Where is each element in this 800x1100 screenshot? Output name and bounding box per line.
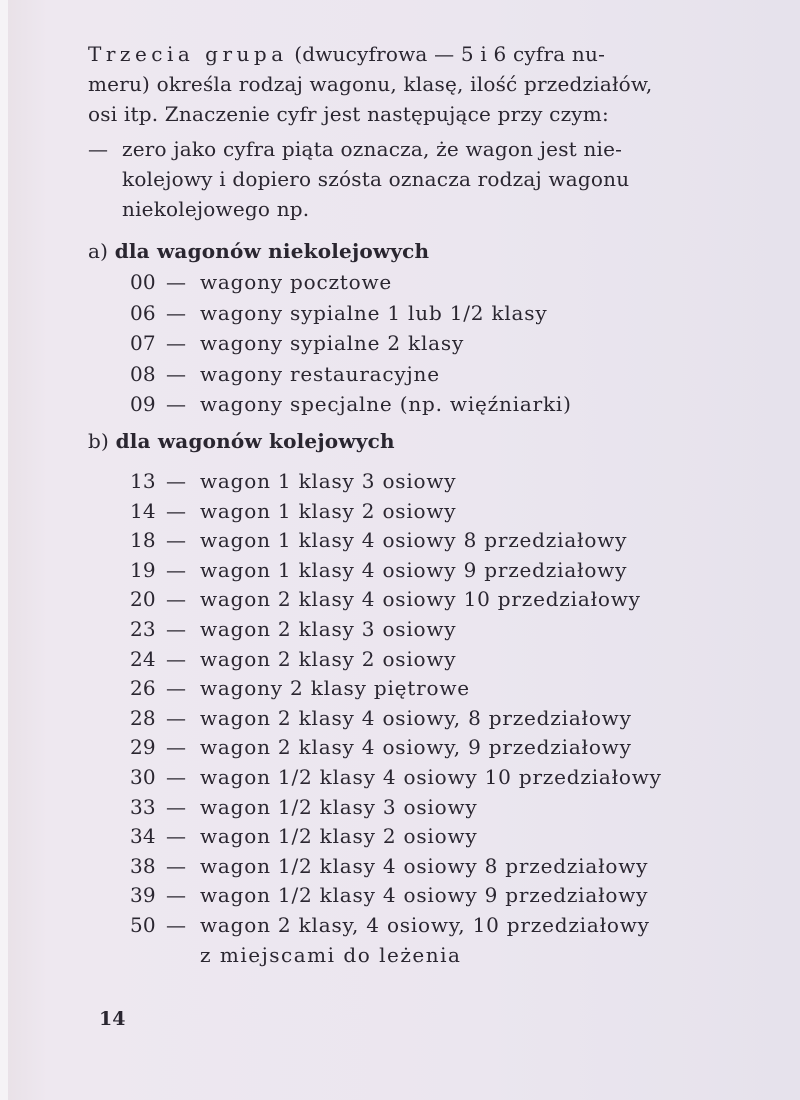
item-dash: — — [166, 883, 187, 908]
item-description: wagon 2 klasy 2 osiowy — [200, 646, 457, 671]
item-dash: — — [166, 528, 187, 553]
item-code: 13 — [130, 469, 156, 493]
item-dash: — — [166, 270, 187, 294]
page-number: 14 — [99, 1008, 126, 1030]
section-b-marker: b) — [88, 429, 110, 453]
item-code: 28 — [130, 705, 156, 730]
list-item — [130, 525, 627, 555]
section-a-heading — [88, 236, 429, 266]
section-a-marker: a) — [88, 239, 109, 263]
item-dash: — — [166, 765, 187, 789]
item-dash: — — [166, 469, 187, 493]
bullet-line-2: kolejowy i dopiero szósta oznacza rodzaj wagonu — [122, 167, 630, 191]
list-item — [130, 496, 456, 526]
item-code: 24 — [130, 646, 156, 671]
item-dash: — — [166, 498, 187, 523]
item-dash: — — [166, 300, 187, 325]
item-dash: — — [166, 557, 187, 582]
item-description: wagon 1/2 klasy 2 osiowy — [200, 824, 478, 849]
item-dash: — — [166, 676, 187, 701]
item-description: wagon 2 klasy 4 osiowy, 9 przedziałowy — [200, 735, 632, 760]
item-code: 07 — [130, 331, 156, 355]
item-description: wagony 2 klasy piętrowe — [200, 676, 470, 701]
item-description: wagony specjalne (np. więźniarki) — [200, 392, 572, 416]
item-code: 26 — [130, 676, 156, 701]
item-code: 23 — [130, 617, 156, 641]
item-description: wagony sypialne 1 lub 1/2 klasy — [200, 300, 548, 325]
item-description: wagon 2 klasy 3 osiowy — [200, 617, 457, 641]
item-description: wagon 1 klasy 2 osiowy — [200, 498, 457, 523]
item-code: 50 — [130, 913, 156, 937]
item-description: wagony sypialne 2 klasy — [200, 331, 465, 355]
item-code: 30 — [130, 765, 156, 789]
item-description: wagony pocztowe — [200, 270, 393, 294]
item-description: wagon 1 klasy 4 osiowy 8 przedziałowy — [200, 528, 628, 553]
item-code: 08 — [130, 361, 156, 386]
item-code: 29 — [130, 735, 156, 760]
item-code: 14 — [130, 498, 156, 523]
item-dash: — — [166, 587, 187, 612]
item-dash: — — [166, 824, 187, 849]
item-description: wagon 1 klasy 3 osiowy — [200, 469, 457, 493]
bullet-line-1: zero jako cyfra piąta oznacza, że wagon jest nie- — [122, 137, 623, 161]
item-code: 19 — [130, 557, 156, 582]
section-b-title: dla wagonów kolejowych — [115, 429, 395, 453]
item-code: 09 — [130, 392, 156, 416]
list-item — [130, 644, 456, 674]
list-item — [130, 673, 470, 703]
list-item — [130, 614, 456, 644]
list-item — [130, 555, 627, 585]
list-item — [130, 762, 662, 792]
item-dash: — — [166, 331, 187, 355]
item-dash: — — [166, 913, 187, 937]
list-item — [130, 821, 477, 851]
list-item — [130, 267, 392, 297]
item-dash: — — [166, 646, 187, 671]
intro-line-2: meru) określa rodzaj wagonu, klasę, ilość przedziałów, — [88, 72, 653, 96]
item-description: wagon 1 klasy 4 osiowy 9 przedziałowy — [200, 557, 628, 582]
section-b-continuation: z miejscami do leżenia — [200, 943, 462, 967]
list-item — [130, 298, 547, 328]
item-description: wagon 1/2 klasy 4 osiowy 10 przedziałowy — [200, 765, 662, 789]
item-code: 20 — [130, 587, 156, 612]
item-code: 18 — [130, 528, 156, 553]
bullet-dash: — — [88, 137, 109, 161]
list-item — [130, 910, 650, 940]
intro-lead: Trzecia grupa — [88, 42, 288, 66]
item-code: 39 — [130, 883, 156, 908]
item-dash: — — [166, 735, 187, 760]
list-item — [130, 584, 641, 614]
intro-line-3: osi itp. Znaczenie cyfr jest następujące przy czym: — [88, 102, 609, 126]
item-dash: — — [166, 617, 187, 641]
list-item — [130, 732, 632, 762]
item-code: 00 — [130, 270, 156, 294]
item-dash: — — [166, 794, 187, 819]
item-description: wagon 2 klasy 4 osiowy 10 przedziałowy — [200, 587, 641, 612]
list-item — [130, 703, 632, 733]
item-dash: — — [166, 392, 187, 416]
list-item — [130, 328, 464, 358]
list-item — [130, 851, 648, 881]
item-code: 38 — [130, 853, 156, 878]
item-description: wagony restauracyjne — [200, 361, 440, 386]
section-a-title: dla wagonów niekolejowych — [114, 239, 430, 263]
intro-line-1 — [88, 39, 605, 69]
item-dash: — — [166, 361, 187, 386]
section-b-heading — [88, 426, 395, 456]
item-code: 34 — [130, 824, 156, 849]
list-item — [130, 359, 440, 389]
page-edge — [0, 0, 8, 1100]
list-item — [130, 466, 456, 496]
list-item — [130, 880, 648, 910]
item-dash: — — [166, 705, 187, 730]
item-dash: — — [166, 853, 187, 878]
list-item — [130, 792, 477, 822]
item-description: wagon 2 klasy 4 osiowy, 8 przedziałowy — [200, 705, 632, 730]
bullet-line-3: niekolejowego np. — [122, 197, 310, 221]
item-description: wagon 1/2 klasy 4 osiowy 9 przedziałowy — [200, 883, 649, 908]
item-description: wagon 1/2 klasy 3 osiowy — [200, 794, 478, 819]
intro-line-1-rest: (dwucyfrowa — 5 i 6 cyfra nu- — [294, 42, 606, 66]
list-item — [130, 389, 572, 419]
item-description: wagon 2 klasy, 4 osiowy, 10 przedziałowy — [200, 913, 650, 937]
item-description: wagon 1/2 klasy 4 osiowy 8 przedziałowy — [200, 853, 649, 878]
item-code: 06 — [130, 300, 156, 325]
item-code: 33 — [130, 794, 156, 819]
